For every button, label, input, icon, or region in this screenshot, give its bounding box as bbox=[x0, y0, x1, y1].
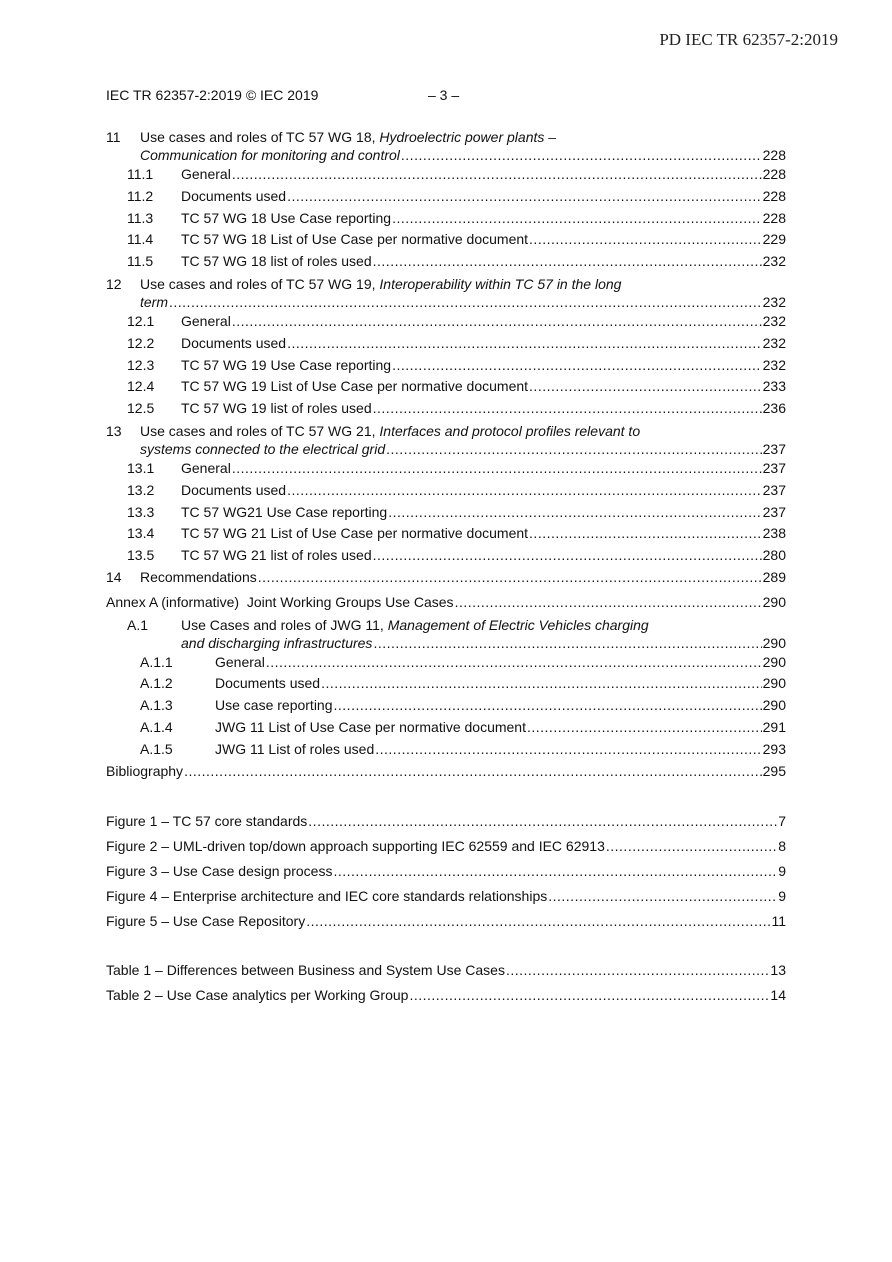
toc-leader-dots bbox=[333, 859, 777, 884]
toc-entry-13[interactable] bbox=[106, 422, 786, 458]
toc-number: A.1.1 bbox=[140, 653, 173, 670]
toc-title: Documents used bbox=[215, 675, 321, 692]
figure-title: Figure 5 – Use Case Repository bbox=[106, 912, 306, 929]
toc-page: 238 bbox=[762, 525, 786, 542]
toc-leader-dots bbox=[287, 333, 762, 355]
figure-page: 8 bbox=[778, 838, 786, 855]
toc-entry-12-5[interactable] bbox=[106, 398, 786, 420]
toc-entry-11-1[interactable] bbox=[106, 164, 786, 186]
toc-title: TC 57 WG 18 Use Case reporting bbox=[181, 209, 392, 226]
toc-number: 11.1 bbox=[127, 166, 154, 182]
document-id-label: PD IEC TR 62357-2:2019 bbox=[659, 30, 838, 49]
toc-leader-dots bbox=[375, 739, 761, 761]
toc-page: 228 bbox=[762, 166, 786, 182]
toc-number: A.1.4 bbox=[140, 718, 173, 735]
toc-entry-13-2[interactable] bbox=[106, 480, 786, 502]
toc-page: 280 bbox=[762, 547, 786, 564]
toc-entry-a-1-5[interactable] bbox=[106, 739, 786, 761]
list-of-figures bbox=[106, 809, 786, 933]
toc-leader-dots bbox=[529, 523, 762, 545]
toc-entry-a-1-3[interactable] bbox=[106, 695, 786, 717]
toc-title: Bibliography bbox=[106, 762, 184, 779]
toc-title: Use Cases and roles of JWG 11, Management of Electric Vehicles charging bbox=[181, 616, 649, 633]
toc-leader-dots bbox=[321, 673, 762, 695]
toc-leader-dots bbox=[392, 208, 762, 230]
toc-page: 232 bbox=[762, 312, 786, 329]
toc-title: General bbox=[181, 166, 231, 182]
toc-page: 237 bbox=[762, 459, 786, 476]
toc-leader-dots bbox=[606, 834, 777, 859]
toc-number: 12.1 bbox=[127, 312, 155, 329]
toc-title: Annex A (informative) Joint Working Groups Use Cases bbox=[106, 593, 454, 610]
toc-title: Documents used bbox=[181, 187, 287, 204]
toc-page: 228 bbox=[762, 187, 786, 204]
toc-title-continued: systems connected to the electrical grid bbox=[140, 440, 386, 457]
toc-number: 13.4 bbox=[127, 525, 155, 542]
toc-entry-12-3[interactable] bbox=[106, 355, 786, 377]
figure-title: Figure 4 – Enterprise architecture and IEC core standards relationships bbox=[106, 887, 548, 904]
toc-leader-dots bbox=[287, 186, 762, 208]
toc-page: 290 bbox=[762, 634, 786, 651]
toc-leader-dots bbox=[506, 958, 769, 983]
list-of-tables bbox=[106, 958, 786, 1008]
toc-title-continued: term bbox=[140, 293, 168, 310]
toc-page: 236 bbox=[762, 400, 786, 417]
toc-number: 13.5 bbox=[127, 547, 155, 564]
toc-page: 232 bbox=[762, 253, 786, 270]
toc-entry-13-1[interactable] bbox=[106, 458, 786, 480]
toc-entry-11-3[interactable] bbox=[106, 208, 786, 230]
toc-title: Use cases and roles of TC 57 WG 19, Interoperability within TC 57 in the long bbox=[140, 275, 622, 292]
toc-page: 293 bbox=[762, 740, 786, 757]
toc-entry-11-2[interactable] bbox=[106, 186, 786, 208]
toc-number: 11.4 bbox=[127, 231, 154, 248]
toc-title: JWG 11 List of roles used bbox=[215, 740, 375, 757]
toc-page: 290 bbox=[762, 593, 786, 610]
toc-leader-dots bbox=[306, 909, 770, 934]
toc-title: TC 57 WG 19 list of roles used bbox=[181, 400, 372, 417]
table-page: 14 bbox=[770, 987, 786, 1004]
toc-page: 232 bbox=[762, 356, 786, 373]
toc-leader-dots bbox=[232, 311, 762, 333]
toc-leader-dots bbox=[287, 480, 762, 502]
toc-title: TC 57 WG 18 list of roles used bbox=[181, 253, 372, 270]
toc-entry-11-4[interactable] bbox=[106, 229, 786, 251]
toc-title: TC 57 WG 18 List of Use Case per normative document bbox=[181, 231, 529, 248]
toc-entry-12-4[interactable] bbox=[106, 376, 786, 398]
table-of-contents bbox=[106, 126, 786, 1008]
toc-leader-dots bbox=[548, 884, 777, 909]
toc-page: 291 bbox=[762, 718, 786, 735]
toc-leader-dots bbox=[527, 717, 762, 739]
header-standard: IEC TR 62357-2:2019 © IEC 2019 bbox=[106, 87, 319, 103]
toc-entry-a-1-4[interactable] bbox=[106, 717, 786, 739]
toc-leader-dots bbox=[529, 229, 762, 251]
toc-page: 237 bbox=[762, 481, 786, 498]
toc-title: Use cases and roles of TC 57 WG 21, Interfaces and protocol profiles relevant to bbox=[140, 422, 641, 439]
figure-title: Figure 2 – UML-driven top/down approach supporting IEC 62559 and IEC 62913 bbox=[106, 838, 605, 855]
toc-page: 229 bbox=[762, 231, 786, 248]
figure-entry[interactable] bbox=[106, 809, 786, 834]
toc-page: 290 bbox=[762, 653, 786, 670]
toc-leader-dots bbox=[232, 458, 762, 480]
toc-title: Use cases and roles of TC 57 WG 18, Hydroelectric power plants – bbox=[140, 129, 557, 145]
toc-title: General bbox=[215, 653, 265, 670]
toc-entry-12-2[interactable] bbox=[106, 333, 786, 355]
toc-leader-dots bbox=[373, 251, 762, 273]
toc-leader-dots bbox=[308, 809, 777, 834]
toc-leader-dots bbox=[455, 592, 762, 614]
toc-number: 11.2 bbox=[127, 187, 154, 204]
toc-title-continued: Communication for monitoring and control bbox=[140, 147, 400, 163]
table-title: Table 2 – Use Case analytics per Working Group bbox=[106, 987, 409, 1004]
toc-page: 232 bbox=[762, 334, 786, 351]
toc-page: 237 bbox=[762, 440, 786, 457]
table-page: 13 bbox=[770, 962, 786, 979]
toc-leader-dots bbox=[373, 634, 761, 652]
figure-entry[interactable] bbox=[106, 859, 786, 884]
toc-leader-dots bbox=[401, 146, 762, 164]
toc-title-continued: and discharging infrastructures bbox=[181, 634, 373, 651]
toc-leader-dots bbox=[409, 983, 769, 1008]
toc-entry-13-3[interactable] bbox=[106, 502, 786, 524]
toc-number: 13.3 bbox=[127, 503, 155, 520]
toc-leader-dots bbox=[258, 567, 762, 589]
toc-number: 14 bbox=[106, 568, 122, 585]
toc-title: TC 57 WG 19 Use Case reporting bbox=[181, 356, 392, 373]
toc-number: 12 bbox=[106, 275, 122, 292]
toc-entry-14[interactable] bbox=[106, 567, 786, 589]
toc-entry-a-1-2[interactable] bbox=[106, 673, 786, 695]
toc-entry-13-4[interactable] bbox=[106, 523, 786, 545]
figure-page: 7 bbox=[778, 813, 786, 830]
toc-entry-a-1-1[interactable] bbox=[106, 652, 786, 674]
toc-leader-dots bbox=[392, 355, 762, 377]
toc-entry-11[interactable] bbox=[106, 128, 786, 164]
figure-page: 9 bbox=[778, 862, 786, 879]
figure-title: Figure 3 – Use Case design process bbox=[106, 862, 333, 879]
toc-title: TC 57 WG 19 List of Use Case per normative document bbox=[181, 378, 529, 395]
figure-entry[interactable] bbox=[106, 909, 786, 934]
figure-entry[interactable] bbox=[106, 834, 786, 859]
toc-number: 13.2 bbox=[127, 481, 155, 498]
figure-entry[interactable] bbox=[106, 884, 786, 909]
toc-number: 12.5 bbox=[127, 400, 155, 417]
toc-title: Documents used bbox=[181, 481, 287, 498]
toc-leader-dots bbox=[373, 398, 762, 420]
toc-leader-dots bbox=[529, 376, 762, 398]
toc-entry-a-1[interactable] bbox=[106, 616, 786, 652]
toc-number: 12.2 bbox=[127, 334, 155, 351]
toc-entry-annex-a[interactable] bbox=[106, 592, 786, 614]
header-page-number: – 3 – bbox=[428, 87, 460, 103]
toc-leader-dots bbox=[386, 440, 762, 458]
toc-number: 11.3 bbox=[127, 209, 154, 226]
toc-number: A.1.5 bbox=[140, 740, 173, 757]
toc-page: 232 bbox=[762, 293, 786, 310]
toc-title: General bbox=[181, 312, 231, 329]
toc-title: Recommendations bbox=[140, 568, 257, 585]
toc-number: A.1.3 bbox=[140, 697, 173, 714]
toc-title: TC 57 WG 21 List of Use Case per normative document bbox=[181, 525, 529, 542]
toc-title: Documents used bbox=[181, 334, 287, 351]
toc-entry-11-5[interactable] bbox=[106, 251, 786, 273]
toc-page: 290 bbox=[762, 675, 786, 692]
toc-leader-dots bbox=[373, 545, 762, 567]
table-entry[interactable] bbox=[106, 958, 786, 983]
toc-leader-dots bbox=[169, 293, 762, 311]
figure-page: 9 bbox=[778, 887, 786, 904]
toc-leader-dots bbox=[184, 761, 762, 783]
toc-number: A.1.2 bbox=[140, 675, 173, 692]
toc-page: 289 bbox=[762, 568, 786, 585]
toc-number: 13.1 bbox=[127, 459, 155, 476]
toc-number: 12.3 bbox=[127, 356, 155, 373]
toc-number: 11 bbox=[106, 129, 121, 145]
toc-page: 228 bbox=[762, 209, 786, 226]
toc-entry-12-1[interactable] bbox=[106, 311, 786, 333]
figure-title: Figure 1 – TC 57 core standards bbox=[106, 813, 308, 830]
toc-title: TC 57 WG 21 list of roles used bbox=[181, 547, 372, 564]
table-title: Table 1 – Differences between Business and System Use Cases bbox=[106, 962, 505, 979]
toc-page: 228 bbox=[762, 147, 786, 163]
toc-leader-dots bbox=[232, 164, 762, 186]
toc-entry-12[interactable] bbox=[106, 275, 786, 311]
toc-leader-dots bbox=[266, 652, 762, 674]
toc-title: JWG 11 List of Use Case per normative document bbox=[215, 718, 526, 735]
toc-leader-dots bbox=[334, 695, 762, 717]
toc-title: TC 57 WG21 Use Case reporting bbox=[181, 503, 388, 520]
toc-title: General bbox=[181, 459, 231, 476]
toc-number: 13 bbox=[106, 422, 122, 439]
toc-number: 11.5 bbox=[127, 253, 154, 270]
toc-page: 233 bbox=[762, 378, 786, 395]
toc-number: 12.4 bbox=[127, 378, 155, 395]
table-entry[interactable] bbox=[106, 983, 786, 1008]
figure-page: 11 bbox=[771, 912, 786, 929]
toc-leader-dots bbox=[388, 502, 761, 524]
toc-entry-13-5[interactable] bbox=[106, 545, 786, 567]
toc-page: 290 bbox=[762, 697, 786, 714]
toc-entry-bibliography[interactable] bbox=[106, 761, 786, 783]
toc-number: A.1 bbox=[127, 616, 149, 633]
toc-title: Use case reporting bbox=[215, 697, 333, 714]
page-header bbox=[106, 87, 786, 107]
toc-page: 237 bbox=[762, 503, 786, 520]
toc-page: 295 bbox=[762, 762, 786, 779]
